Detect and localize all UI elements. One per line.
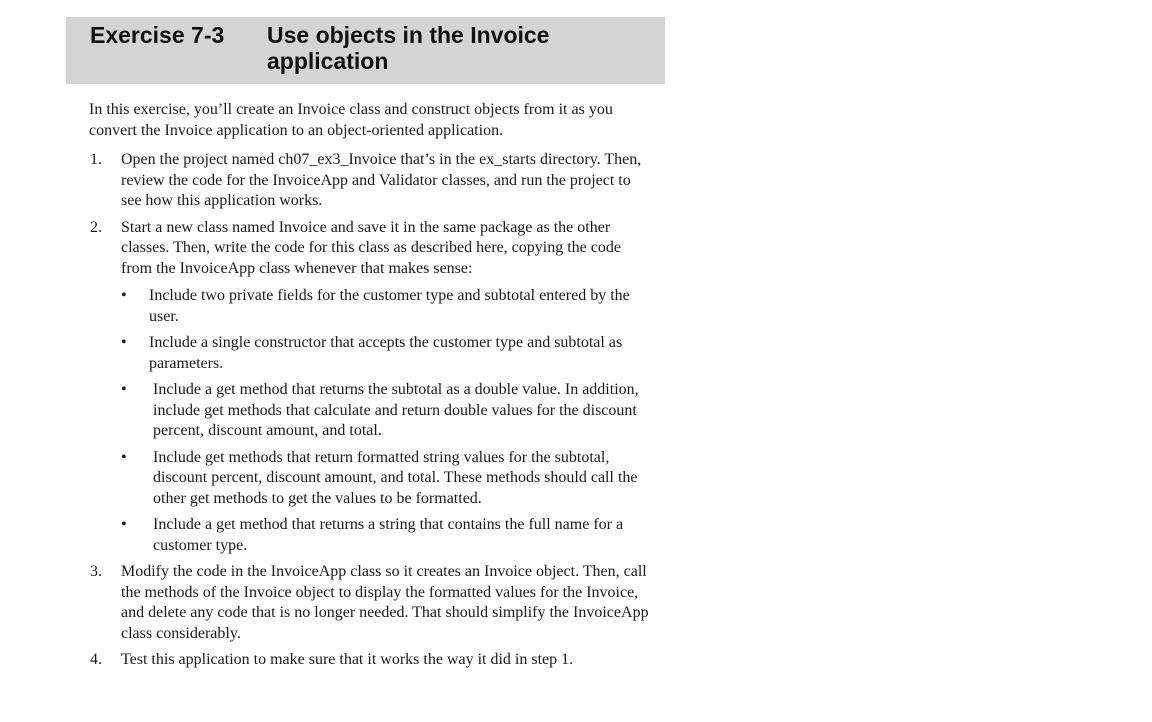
- exercise-number: Exercise 7-3: [90, 22, 225, 48]
- step-text: Test this application to make sure that it works the way it did in step 1.: [121, 651, 574, 668]
- exercise-header: [66, 17, 665, 84]
- step-2-bullet-list: [121, 286, 654, 556]
- step-number: 3.: [90, 563, 102, 580]
- exercise-title: Use objects in the Invoice application: [267, 22, 550, 74]
- bullet-text: Include two private fields for the customer type and subtotal entered by the user.: [149, 287, 630, 325]
- exercise-body: [89, 100, 654, 677]
- step-3: [89, 562, 654, 644]
- bullet-item: [121, 286, 654, 327]
- bullet-text: Include a single constructor that accepts the customer type and subtotal as parameters.: [149, 334, 623, 372]
- intro-paragraph: In this exercise, you’ll create an Invoice class and construct objects from it as you convert the Invoice application to an object-oriented application.: [89, 101, 613, 139]
- step-text: Modify the code in the InvoiceApp class so it creates an Invoice object. Then, call the methods of the Invoice object to display the formatted values for the Invoice, and delete any code that is no longer needed. That should simplify the InvoiceApp class considerably.: [121, 563, 649, 642]
- step-text: Open the project named ch07_ex3_Invoice that’s in the ex_starts directory. Then, review the code for the InvoiceApp and Validator classes, and run the project to see how this application works.: [121, 151, 642, 209]
- bullet-icon: •: [121, 516, 127, 533]
- bullet-item: [121, 333, 654, 374]
- bullet-text: Include a get method that returns the subtotal as a double value. In addition, include get methods that calculate and return double values for the discount percent, discount amount, and total.: [153, 381, 639, 439]
- bullet-icon: •: [121, 448, 127, 466]
- bullet-item: [121, 448, 654, 510]
- step-number: 4.: [90, 651, 102, 668]
- step-1: [89, 150, 654, 212]
- step-text: Start a new class named Invoice and save it in the same package as the other classes. Then, write the code for this class as described here, copying the code from the InvoiceApp class whenever that makes sense:: [121, 218, 621, 277]
- step-2: [89, 218, 654, 557]
- bullet-icon: •: [121, 287, 127, 304]
- bullet-item: [121, 515, 654, 556]
- bullet-text: Include a get method that returns a string that contains the full name for a customer type.: [153, 516, 624, 554]
- bullet-text: Include get methods that return formatted string values for the subtotal, discount percent, discount amount, and total. These methods should call the other get methods to get the values to be formatted.: [153, 448, 638, 507]
- bullet-icon: •: [121, 381, 127, 398]
- step-4: [89, 650, 654, 671]
- bullet-icon: •: [121, 334, 127, 351]
- bullet-item: [121, 380, 654, 442]
- step-number: 2.: [90, 218, 102, 236]
- step-number: 1.: [90, 151, 102, 168]
